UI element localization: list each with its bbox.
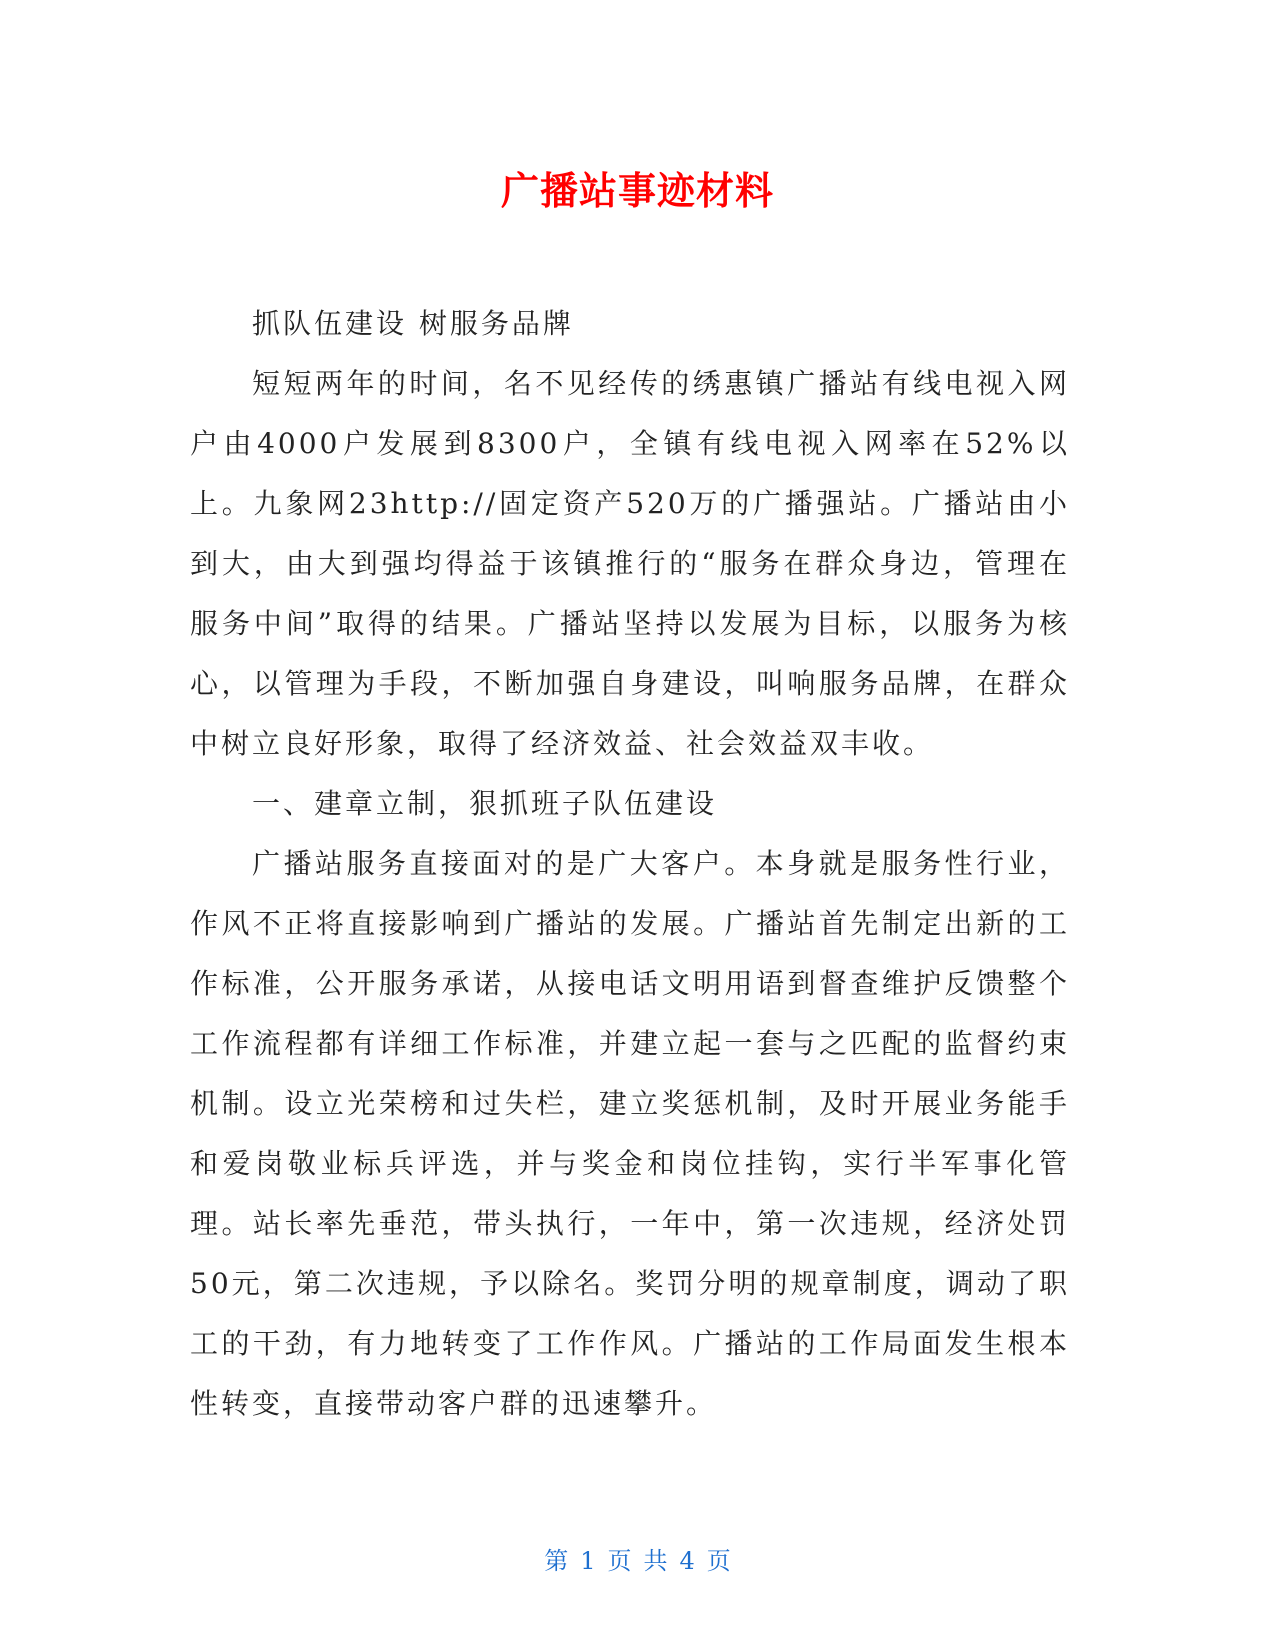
paragraph-subtitle: 抓队伍建设 树服务品牌	[252, 307, 574, 340]
document-title: 广播站事迹材料	[500, 169, 774, 213]
document-body	[190, 294, 1070, 1434]
footer-suffix: 页	[706, 1547, 731, 1575]
paragraph-intro: 短短两年的时间，名不见经传的绣惠镇广播站有线电视入网户由4000户发展到8300户，全镇有线电视入网率在52%以上。九象网23http://固定资产520万的广播强站。广播站由小到大，由大到强均得益于该镇推行的“服务在群众身边，管理在服务中间”取得的结果。广播站坚持以发展为目标，以服务为核心，以管理为手段，不断加强自身建设，叫响服务品牌，在群众中树立良好形象，取得了经济效益、社会效益双丰收。	[190, 367, 1070, 760]
footer-total-prefix: 共	[643, 1547, 668, 1575]
section-heading-1: 一、建章立制，狠抓班子队伍建设	[252, 787, 718, 820]
footer-prefix: 第	[544, 1547, 569, 1575]
paragraph-section-1: 广播站服务直接面对的是广大客户。本身就是服务性行业，作风不正将直接影响到广播站的发展。广播站首先制定出新的工作标准，公开服务承诺，从接电话文明用语到督查维护反馈整个工作流程都有详细工作标准，并建立起一套与之匹配的监督约束机制。设立光荣榜和过失栏，建立奖惩机制，及时开展业务能手和爱岗敬业标兵评选，并与奖金和岗位挂钩，实行半军事化管理。站长率先垂范，带头执行，一年中，第一次违规，经济处罚50元，第二次违规，予以除名。奖罚分明的规章制度，调动了职工的干劲，有力地转变了工作作风。广播站的工作局面发生根本性转变，直接带动客户群的迅速攀升。	[190, 847, 1070, 1420]
footer-current-page: 1	[580, 1547, 596, 1575]
page-number-footer	[0, 1544, 1275, 1578]
footer-mid: 页	[607, 1547, 632, 1575]
footer-total-pages: 4	[679, 1547, 695, 1575]
